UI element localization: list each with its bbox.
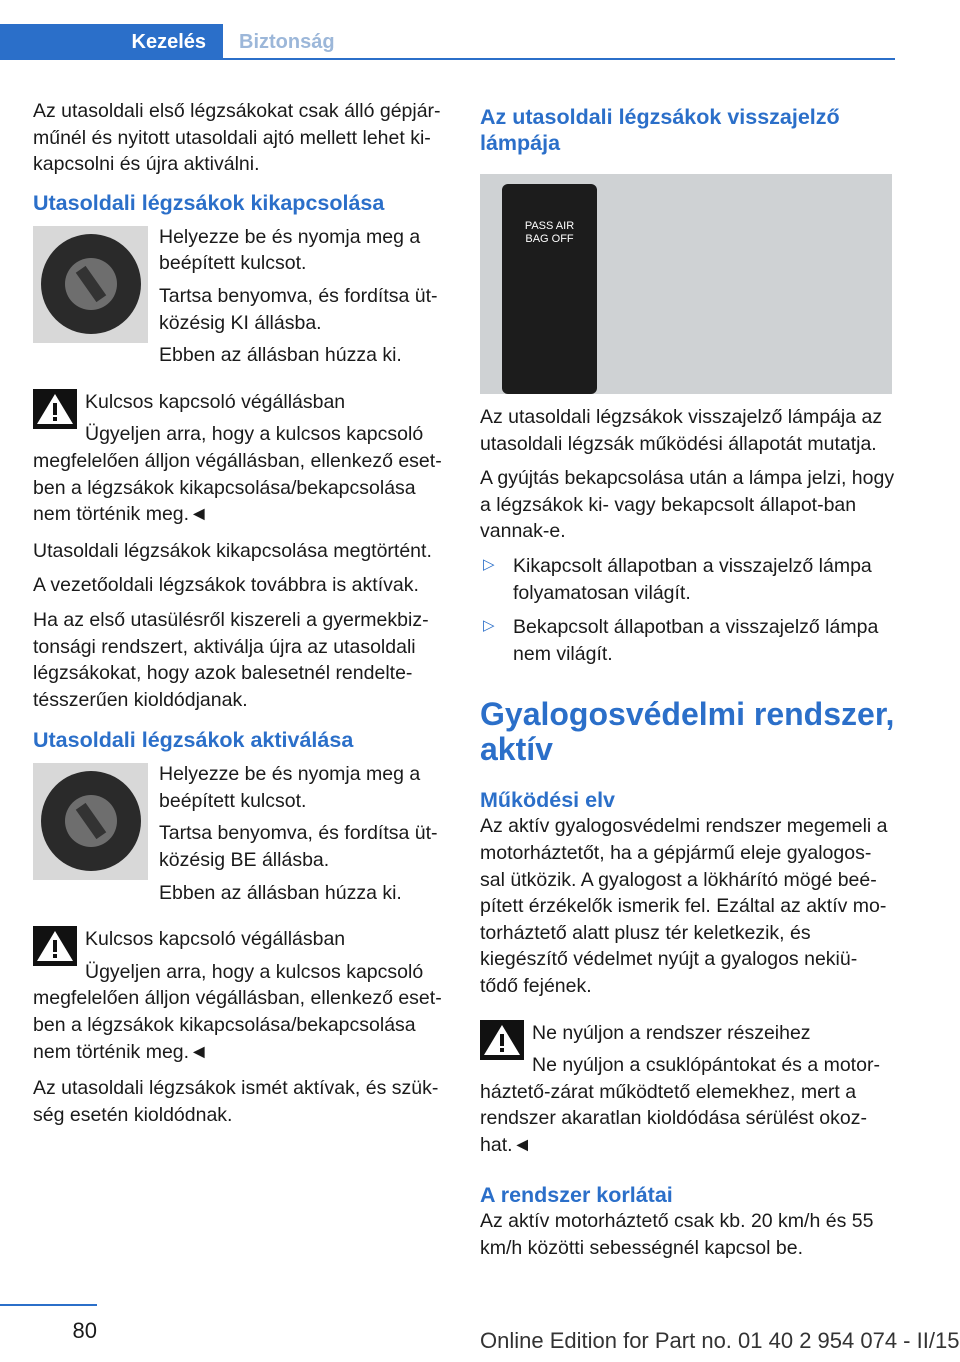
section-heading-deactivate: Utasoldali légzsákok kikapcsolása	[33, 190, 385, 215]
body-text: Ha az első utasülésről kiszereli a gyermekbiz-tonsági rendszert, aktiválja újra az utasoldali légzsákokat, hogy azok balesetnél rendelte-tésszerűen kioldódjanak.	[33, 608, 429, 711]
subheading: Működési elv	[480, 788, 616, 813]
warning-title: Ne nyúljon a rendszer részeihez	[532, 1021, 811, 1044]
tab-bar	[0, 24, 895, 60]
warning-text: Ne nyúljon a csuklópántokat és a motor-háztető-zárat működtető elemekhez, mert a rendszer akaratlan kioldódása sérülést okoz-hat.◄	[480, 1054, 880, 1156]
right-column	[480, 104, 895, 1262]
tab-underline	[223, 58, 895, 60]
page-number: 80	[72, 1318, 97, 1343]
step-text: Tartsa benyomva, és fordítsa üt-közésig BE állásba.	[159, 822, 438, 872]
edition-text: Online Edition for Part no. 01 40 2 954 074 - II/15	[480, 1328, 960, 1353]
warning-block	[33, 389, 448, 528]
tab-biztonsag[interactable]: Biztonság	[239, 31, 335, 53]
footer-line	[0, 1304, 97, 1306]
bullet-list	[480, 553, 895, 667]
warning-title: Kulcsos kapcsoló végállásban	[85, 928, 346, 951]
step-text: Helyezze be és nyomja meg a beépített kulcsot.	[159, 225, 421, 275]
body-text: A gyújtás bekapcsolása után a lámpa jelzi, hogy a légzsákok ki- vagy bekapcsolt állapot-ban vannak-e.	[480, 467, 895, 543]
body-text: Az utasoldali légzsákok visszajelző lámpája az utasoldali légzsák működési állapotát mutatja.	[480, 406, 883, 455]
step-text: Helyezze be és nyomja meg a beépített kulcsot.	[159, 763, 421, 812]
left-column	[33, 98, 448, 1128]
warning-triangle-icon	[33, 926, 77, 966]
warning-triangle-icon	[480, 1020, 524, 1060]
bullet-text: Bekapcsolt állapotban a visszajelző lámpa nem világít.	[513, 616, 879, 665]
warning-text: Ügyeljen arra, hogy a kulcsos kapcsoló megfelelően álljon végállásban, ellenkező eset-ben a légzsákok kikapcsolása/bekapcsolása nem történik meg.◄	[33, 423, 442, 526]
airbag-indicator-image	[480, 174, 892, 394]
deactivate-steps	[33, 224, 448, 369]
key-switch-image	[33, 226, 148, 343]
body-text: Az utasoldali légzsákok ismét aktívak, és szük-ség esetén kioldódnak.	[33, 1077, 439, 1126]
warning-block	[33, 926, 448, 1065]
intro-text: Az utasoldali első légzsákokat csak álló gépjár-műnél és nyitott utasoldali ajtó mellett lehet ki-kapcsolni és újra aktiválni.	[33, 100, 441, 176]
list-item	[480, 614, 895, 667]
triangle-bullet-icon: ▷	[483, 555, 495, 573]
bullet-text: Kikapcsolt állapotban a visszajelző lámpa folyamatosan világít.	[513, 554, 872, 604]
triangle-bullet-icon: ▷	[483, 617, 495, 635]
activate-steps	[33, 761, 448, 906]
body-text: Az aktív motorháztető csak kb. 20 km/h és 55 km/h közötti sebességnél kapcsol be.	[480, 1210, 874, 1260]
warning-title: Kulcsos kapcsoló végállásban	[85, 390, 346, 413]
section-heading-activate: Utasoldali légzsákok aktiválása	[33, 728, 354, 753]
tab-kezeles[interactable]: Kezelés	[0, 24, 223, 60]
step-text: Ebben az állásban húzza ki.	[159, 881, 402, 904]
list-item	[480, 553, 895, 606]
step-text: Ebben az állásban húzza ki.	[159, 344, 402, 367]
step-text: Tartsa benyomva, és fordítsa üt-közésig KI állásba.	[159, 284, 438, 334]
key-switch-image	[33, 763, 148, 880]
warning-triangle-icon	[33, 389, 77, 429]
body-text: Az aktív gyalogosvédelmi rendszer megemeli a motorháztetőt, ha a gépjármű eleje gyalogos-sal ütközik. A gyalogost a lökhárító mögé beé-pített érzékelők ismerik fel. Ezáltal az aktív mo-torháztető alatt plusz tér keletkezik, és kiegészítő védelmet nyújt a gyalogos nekiü-tődő fejének.	[480, 815, 888, 997]
image-label: PASS AIR BAG OFF	[524, 220, 575, 245]
subheading: A rendszer korlátai	[480, 1183, 673, 1208]
warning-text: Ügyeljen arra, hogy a kulcsos kapcsoló megfelelően álljon végállásban, ellenkező eset-ben a légzsákok kikapcsolása/bekapcsolása nem történik meg.◄	[33, 960, 442, 1063]
warning-block	[480, 1020, 895, 1159]
body-text: A vezetőoldali légzsákok továbbra is aktívak.	[33, 574, 419, 597]
main-heading: Gyalogosvédelmi rendszer, aktív	[480, 696, 895, 768]
section-heading-indicator: Az utasoldali légzsákok visszajelző lámpája	[480, 105, 840, 155]
body-text: Utasoldali légzsákok kikapcsolása megtörtént.	[33, 539, 432, 562]
